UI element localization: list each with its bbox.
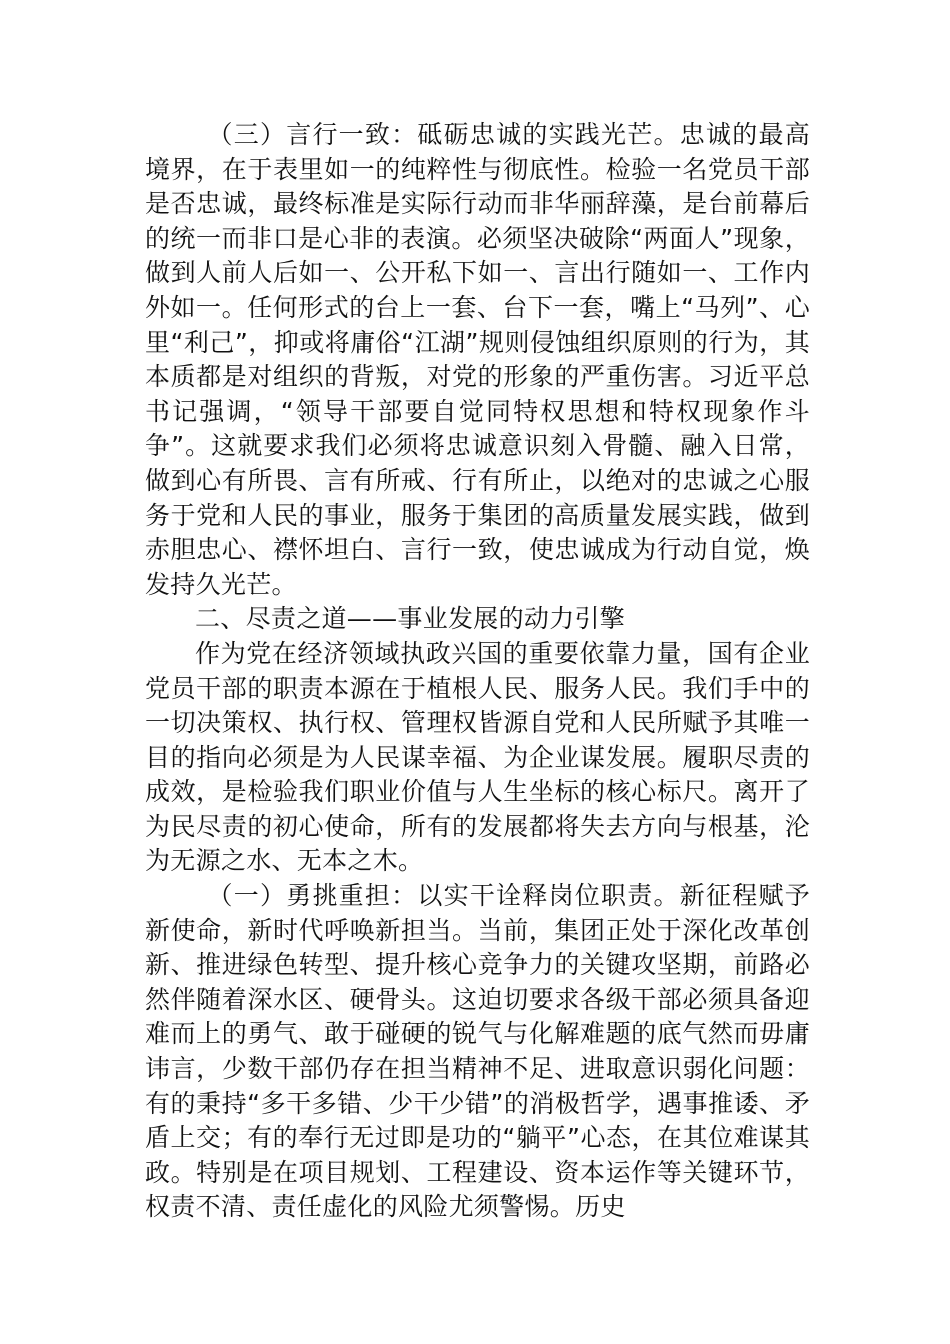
paragraph-responsibility-intro: 作为党在经济领域执政兴国的重要依靠力量，国有企业党员干部的职责本源在于植根人民、服务人民。我们手中的一切决策权、执行权、管理权皆源自党和人民所赋予其唯一目的指向必须是为人民谋幸福、为企业谋发展。履职尽责的成效，是检验我们职业价值与人生坐标的核心标尺。离开了为民尽责的初心使命，所有的发展都将失去方向与根基，沦为无源之水、无本之木。 [145, 638, 810, 876]
paragraph-take-on-burdens: （一）勇挑重担：以实干诠释岗位职责。新征程赋予新使命，新时代呼唤新担当。当前，集团正处于深化改革创新、推进绿色转型、提升核心竞争力的关键攻坚期，前路必然伴随着深水区、硬骨头。这迫切要求各级干部必须具备迎难而上的勇气、敢于碰硬的锐气与化解难题的底气然而毋庸讳言，少数干部仍存在担当精神不足、进取意识弱化问题：有的秉持“多干多错、少干少错”的消极哲学，遇事推诿、矛盾上交；有的奉行无过即是功的“躺平”心态，在其位难谋其政。特别是在项目规划、工程建设、资本运作等关键环节，权责不清、责任虚化的风险尤须警惕。历史 [145, 881, 810, 1222]
paragraph-loyalty-consistency: （三）言行一致：砥砺忠诚的实践光芒。忠诚的最高境界，在于表里如一的纯粹性与彻底性。检验一名党员干部是否忠诚，最终标准是实际行动而非华丽辞藻，是台前幕后的统一而非口是心非的表演。必须坚决破除“两面人”现象，做到人前人后如一、公开私下如一、言出行随如一、工作内外如一。任何形式的台上一套、台下一套，嘴上“马列”、心里“利己”，抑或将庸俗“江湖”规则侵蚀组织原则的行为，其本质都是对组织的背叛，对党的形象的严重伤害。习近平总书记强调，“领导干部要自觉同特权思想和特权现象作斗争”。这就要求我们必须将忠诚意识刻入骨髓、融入日常，做到心有所畏、言有所戒、行有所止，以绝对的忠诚之心服务于党和人民的事业，服务于集团的高质量发展实践，做到赤胆忠心、襟怀坦白、言行一致，使忠诚成为行动自觉，焕发持久光芒。 [145, 120, 810, 599]
document-body [145, 118, 810, 1225]
section-heading-responsibility: 二、尽责之道——事业发展的动力引擎 [195, 604, 626, 634]
